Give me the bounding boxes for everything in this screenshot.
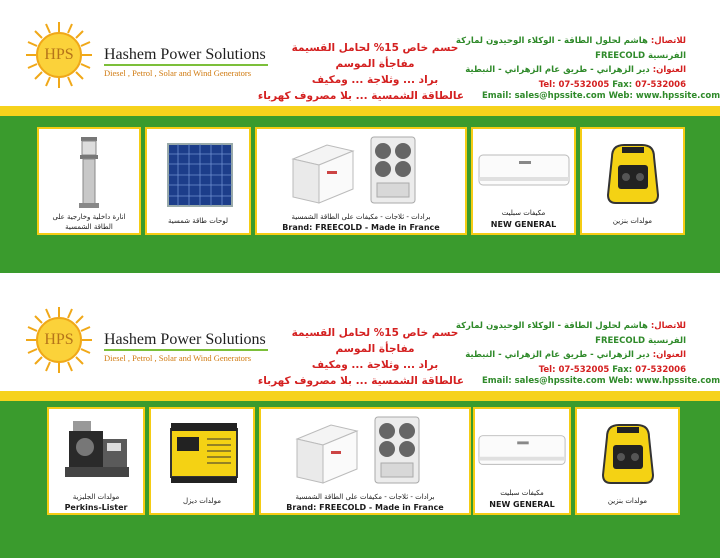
coupon-top	[0, 0, 720, 273]
tel-value: 07-532005	[558, 364, 610, 375]
contact-block	[455, 319, 686, 377]
address-label: العنوان:	[652, 350, 686, 360]
product-label: مولدات الجلبزية	[72, 493, 120, 501]
coupon-header	[0, 0, 720, 106]
split-ac-icon	[477, 151, 571, 191]
offer-line-1: حسم خاص 15% لحامل القسيمة	[291, 42, 459, 54]
product-card-solar-panels	[145, 127, 251, 235]
contact-text: هاشم لحلول الطاقة - الوكلاء الوحيدون لماركة	[455, 36, 648, 46]
product-label-2: الطاقة الشمسية	[65, 223, 113, 231]
contact-brand: FREECOLD	[595, 335, 646, 346]
product-label-brand: NEW GENERAL	[489, 500, 555, 509]
product-label-brand: NEW GENERAL	[490, 220, 557, 229]
product-card-petrol-generators	[575, 407, 680, 515]
email-value[interactable]: sales@hpssite.com	[514, 91, 606, 101]
address-text: دير الزهراني - طريق عام الزهراني - النبطية	[465, 65, 650, 75]
solar-fridge-icon	[369, 135, 417, 205]
fax-label: Fax:	[612, 79, 633, 90]
fax-value: 07-532006	[635, 364, 686, 375]
contact-label: للاتصال:	[650, 321, 686, 331]
product-card-lighting	[37, 127, 141, 235]
product-label: مولدات بنزين	[612, 217, 653, 225]
fax-value: 07-532006	[635, 79, 686, 90]
product-label-brand: Brand: FREECOLD - Made in France	[286, 503, 444, 512]
logo-initials: HPS	[44, 46, 74, 63]
petrol-generator-icon	[597, 421, 659, 487]
offer-line-1: حسم خاص 15% لحامل القسيمة	[291, 327, 459, 339]
email-web-line	[482, 91, 720, 101]
lamp-post-icon	[69, 135, 109, 209]
email-web-line	[482, 376, 720, 386]
brand-underline	[104, 64, 268, 66]
petrol-generator-icon	[602, 141, 664, 207]
offer-text	[257, 325, 464, 389]
offer-line-3: براد ... وثلاجة ... ومكيف	[311, 359, 439, 371]
brand-underline	[104, 349, 268, 351]
web-label: Web:	[608, 376, 633, 386]
offer-line-3: براد ... وثلاجة ... ومكيف	[311, 74, 439, 86]
offer-line-4: عالطاقة الشمسية ... بلا مصروف كهرباء	[257, 375, 464, 387]
contact-text-2: الفرنسية	[648, 50, 686, 61]
offer-text	[257, 40, 464, 104]
product-card-petrol-generators	[580, 127, 685, 235]
brand-name: Hashem Power Solutions	[104, 331, 266, 348]
coupon-bottom	[0, 285, 720, 558]
diesel-generator-icon	[167, 419, 241, 485]
yellow-stripe	[0, 106, 720, 116]
logo-initials: HPS	[44, 331, 74, 348]
solar-fridge-icon	[373, 415, 421, 485]
product-card-split-ac	[473, 407, 571, 515]
address-text: دير الزهراني - طريق عام الزهراني - النبطية	[465, 350, 650, 360]
product-card-freecold	[259, 407, 471, 515]
product-label: انارة داخلية وخارجية على	[52, 213, 126, 221]
contact-text: هاشم لحلول الطاقة - الوكلاء الوحيدون لماركة	[455, 321, 648, 331]
tel-value: 07-532005	[558, 79, 610, 90]
yellow-stripe	[0, 391, 720, 401]
offer-line-2: مفاجأة الموسم	[335, 58, 415, 70]
email-label: Email:	[482, 91, 512, 101]
coupon-header	[0, 285, 720, 391]
email-value[interactable]: sales@hpssite.com	[514, 376, 606, 386]
industrial-generator-icon	[61, 417, 133, 485]
fax-label: Fax:	[612, 364, 633, 375]
web-value[interactable]: www.hpssite.com	[635, 376, 720, 386]
product-label: مولدات بنزين	[607, 497, 648, 505]
product-label: مكيفات سبليت	[501, 209, 546, 217]
address-label: العنوان:	[652, 65, 686, 75]
split-ac-icon	[477, 431, 567, 471]
chest-freezer-icon	[287, 137, 357, 207]
contact-text-2: الفرنسية	[648, 335, 686, 346]
web-label: Web:	[608, 91, 633, 101]
offer-line-2: مفاجأة الموسم	[335, 343, 415, 355]
email-label: Email:	[482, 376, 512, 386]
contact-block	[455, 34, 686, 92]
product-card-diesel-generators	[149, 407, 255, 515]
product-card-perkins-generators	[47, 407, 145, 515]
tel-label: Tel:	[538, 79, 556, 90]
product-label-brand: Perkins-Lister	[64, 503, 128, 512]
product-label: مكيفات سبليت	[500, 489, 544, 497]
product-card-freecold	[255, 127, 467, 235]
contact-label: للاتصال:	[650, 36, 686, 46]
offer-line-4: عالطاقة الشمسية ... بلا مصروف كهرباء	[257, 90, 464, 102]
product-card-split-ac	[471, 127, 576, 235]
product-label: برادات - ثلاجات - مكيفات على الطاقة الشمسية	[291, 213, 431, 221]
product-label: لوحات طاقة شمسية	[167, 217, 229, 225]
brand-tagline: Diesel , Petrol , Solar and Wind Generators	[104, 68, 252, 78]
web-value[interactable]: www.hpssite.com	[635, 91, 720, 101]
chest-freezer-icon	[291, 417, 361, 487]
solar-panel-icon	[167, 143, 233, 207]
brand-tagline: Diesel , Petrol , Solar and Wind Generators	[104, 353, 252, 363]
coupon-gap	[0, 273, 720, 285]
product-label-brand: Brand: FREECOLD - Made in France	[282, 223, 440, 232]
brand-name: Hashem Power Solutions	[104, 46, 266, 63]
contact-brand: FREECOLD	[595, 50, 646, 61]
product-label: برادات - ثلاجات - مكيفات على الطاقة الشمسية	[295, 493, 435, 501]
tel-label: Tel:	[538, 364, 556, 375]
product-label: مولدات ديزل	[183, 497, 221, 505]
